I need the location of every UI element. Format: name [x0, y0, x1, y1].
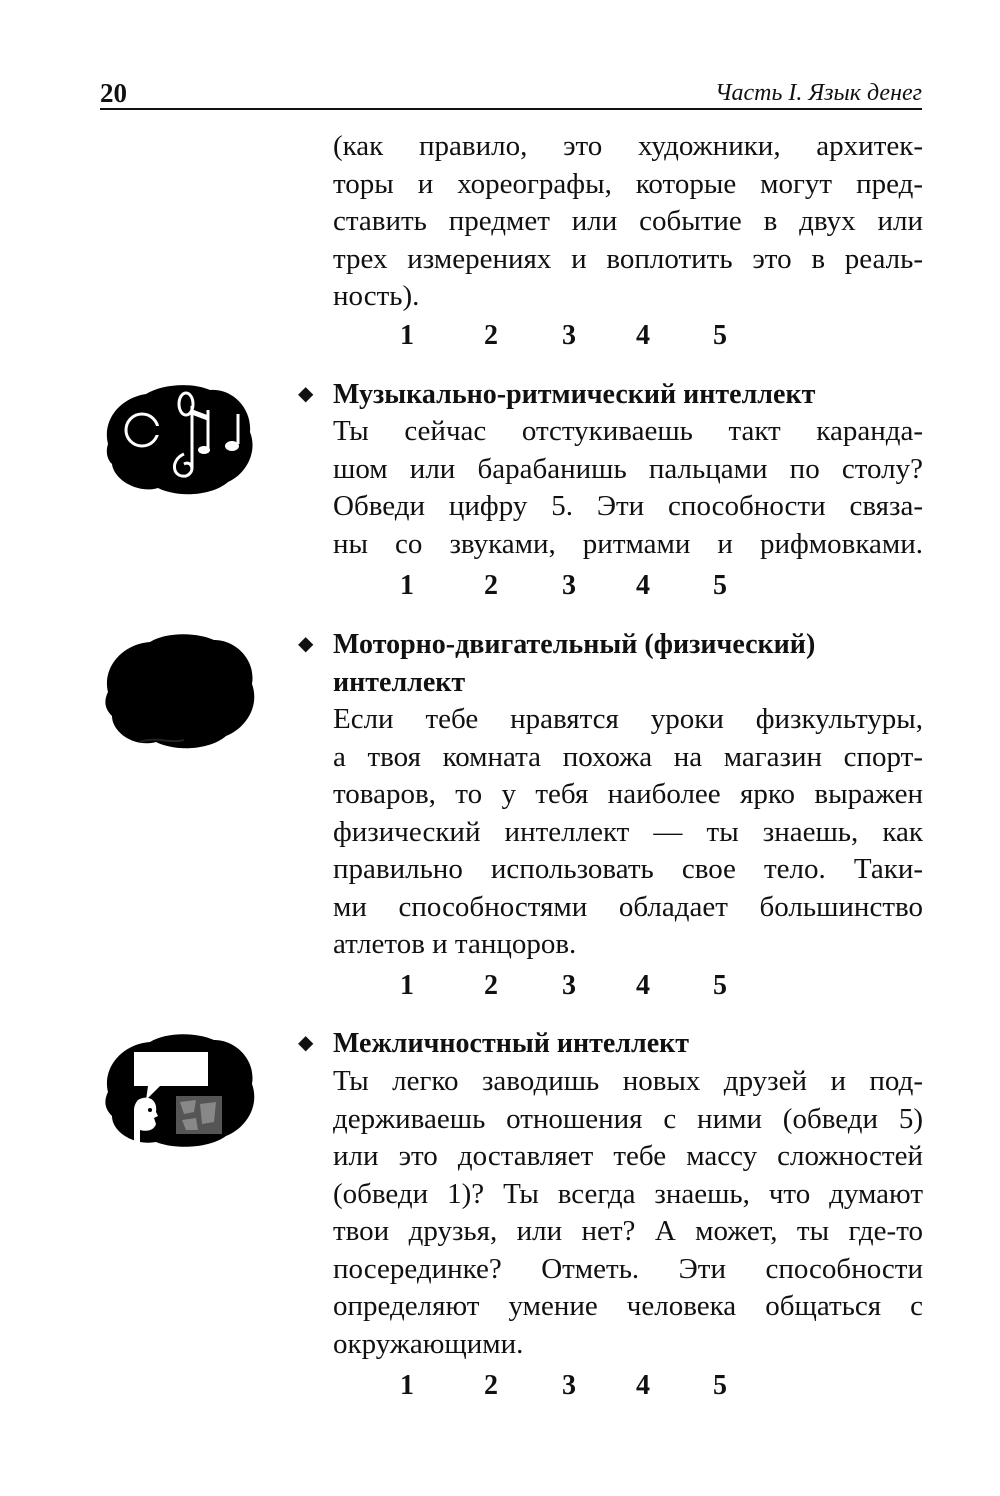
page-header [100, 72, 922, 108]
rating-option[interactable]: 5 [713, 970, 727, 1001]
rating-option[interactable]: 4 [636, 1370, 650, 1401]
rating-option[interactable]: 2 [484, 1370, 498, 1401]
section-paragraph [333, 701, 923, 964]
text-line: держиваешь отношения с ними (обведи 5) [333, 1102, 923, 1135]
rating-option[interactable]: 2 [484, 320, 498, 351]
text-line: шом или барабанишь пальцами по столу? [333, 452, 923, 485]
rating-option[interactable]: 1 [400, 320, 414, 351]
text-line: трех измерениях и воплотить это в реаль- [333, 242, 923, 275]
text-line: (обведи 1)? Ты всегда знаешь, что думают [333, 1177, 923, 1210]
text-line: окружающими. [333, 1327, 524, 1360]
bullet-icon: ◆ [298, 633, 314, 655]
bullet-icon: ◆ [298, 383, 314, 405]
brain-silhouette-icon [100, 632, 260, 752]
intro-paragraph [333, 128, 923, 316]
text-line: (как правило, это художники, архитек- [333, 130, 923, 162]
section-paragraph [333, 1063, 923, 1363]
text-line: физический интеллект — ты знаешь, как [333, 815, 923, 848]
rating-option[interactable]: 3 [562, 320, 576, 351]
brain-speech-bubble-icon [100, 1030, 260, 1150]
text-line: или это доставляет тебе массу сложностей [333, 1140, 923, 1172]
rating-option[interactable]: 5 [713, 1370, 727, 1401]
section-heading [333, 1025, 689, 1063]
running-title: Часть I. Язык денег [714, 80, 922, 106]
rating-option[interactable]: 1 [400, 570, 414, 601]
text-line: посерединке? Отметь. Эти способности [333, 1252, 923, 1285]
text-line: Если тебе нравятся уроки физкультуры, [333, 703, 923, 735]
text-line: Ты легко заводишь новых друзей и под- [333, 1065, 923, 1097]
text-line: ставить предмет или событие в двух или [333, 205, 923, 237]
text-line: ны со звуками, ритмами и рифмовками. [333, 527, 923, 560]
text-line: твои друзья, или нет? А может, ты где-то [333, 1215, 923, 1247]
rating-option[interactable]: 4 [636, 320, 650, 351]
heading-line: Межличностный интеллект [333, 1028, 690, 1059]
rating-option[interactable]: 1 [400, 1370, 414, 1401]
rating-option[interactable]: 1 [400, 970, 414, 1001]
text-line: ми способностями обладает большинство [333, 890, 923, 923]
section-heading [333, 626, 815, 701]
bullet-icon: ◆ [298, 1032, 314, 1054]
rating-option[interactable]: 4 [636, 970, 650, 1001]
text-line: правильно использовать свое тело. Таки- [333, 853, 923, 885]
text-line: а твоя комната похожа на магазин спорт- [333, 740, 923, 773]
text-line: атлетов и танцоров. [333, 928, 577, 960]
text-line: Ты сейчас отстукиваешь такт каранда- [333, 415, 923, 447]
page-number: 20 [100, 78, 127, 108]
brain-music-notes-icon [100, 380, 260, 500]
rating-option[interactable]: 2 [484, 570, 498, 601]
text-line: торы и хореографы, которые могут пред- [333, 167, 923, 200]
rating-option[interactable]: 5 [713, 320, 727, 351]
rating-option[interactable]: 3 [562, 970, 576, 1001]
rating-option[interactable]: 3 [562, 570, 576, 601]
rating-option[interactable]: 4 [636, 570, 650, 601]
heading-line: Музыкально-ритмический интеллект [333, 379, 816, 410]
text-line: товаров, то у тебя наиболее ярко выражен [333, 778, 923, 810]
text-line: Обведи цифру 5. Эти способности связа- [333, 490, 923, 522]
heading-line: Моторно-двигательный (физический) [333, 629, 816, 660]
text-line: определяют умение человека общаться с [333, 1290, 923, 1322]
heading-line: интеллект [333, 666, 466, 698]
rating-option[interactable]: 3 [562, 1370, 576, 1401]
text-line: ность). [333, 280, 420, 312]
section-heading [333, 376, 815, 414]
rating-option[interactable]: 5 [713, 570, 727, 601]
header-rule [100, 108, 922, 110]
rating-option[interactable]: 2 [484, 970, 498, 1001]
section-paragraph [333, 413, 923, 563]
